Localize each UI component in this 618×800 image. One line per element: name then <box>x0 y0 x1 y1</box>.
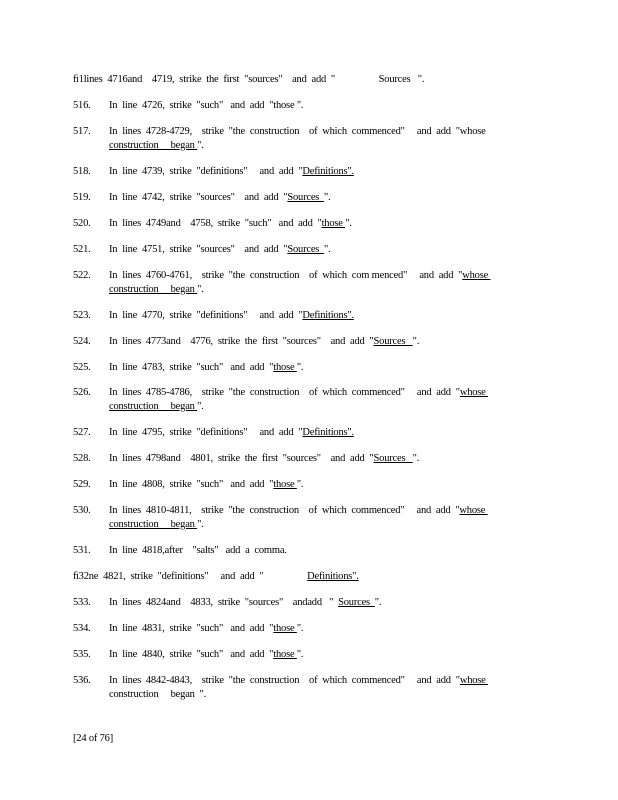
amendment-text <box>73 73 543 87</box>
amendment-number: 533. <box>73 597 91 608</box>
amendment-number: 536. <box>73 675 91 686</box>
amendment-number: 526. <box>73 387 91 398</box>
amendment-text <box>109 243 543 257</box>
instruction-text: ". <box>412 453 420 464</box>
instruction-text: In lines 4842-4843, strike "the construction of which commenced" and add " <box>109 675 460 686</box>
amendment-text <box>109 648 543 662</box>
instruction-text: In line 4770, strike "definitions" and add " <box>109 310 303 321</box>
amendment-item <box>73 596 543 610</box>
inserted-text: construction began <box>109 140 198 151</box>
amendment-item <box>73 309 543 323</box>
amendment-item <box>73 243 543 257</box>
amendment-number: 520. <box>73 218 91 229</box>
amendment-number: 528. <box>73 453 91 464</box>
amendment-text <box>109 386 543 414</box>
inserted-text: whose construction began <box>109 270 489 295</box>
amendment-item <box>73 544 543 558</box>
page-number-footer: [24 of 76] <box>73 733 113 744</box>
inserted-text: whose <box>459 675 486 686</box>
amendment-item <box>73 269 543 297</box>
amendment-item <box>73 73 543 87</box>
instruction-text: ". <box>324 244 331 255</box>
instruction-text: ". <box>296 479 304 490</box>
instruction-text: ". <box>296 362 304 373</box>
amendment-text <box>109 426 543 440</box>
amendment-text <box>109 504 543 532</box>
instruction-text: construction began ". <box>109 689 207 700</box>
instruction-text: In line 4783, strike "such" and add " <box>109 362 274 373</box>
amendment-text <box>109 544 543 558</box>
amendment-text <box>109 452 543 466</box>
instruction-text: In line 4742, strike "sources" and add " <box>109 192 288 203</box>
amendment-item <box>73 478 543 492</box>
instruction-text: In line 4808, strike "such" and add " <box>109 479 274 490</box>
amendment-text <box>73 570 543 584</box>
amendment-item <box>73 622 543 636</box>
amendment-text <box>109 622 543 636</box>
amendment-number: 534. <box>73 623 91 634</box>
amendment-text <box>109 596 543 610</box>
instruction-text: ". <box>296 649 304 660</box>
amendment-item <box>73 648 543 662</box>
amendment-item <box>73 386 543 414</box>
amendment-text <box>109 674 543 702</box>
amendment-number: 530. <box>73 505 91 516</box>
inserted-text: those <box>273 362 297 373</box>
amendment-text <box>109 309 543 323</box>
inserted-text: those <box>273 649 297 660</box>
instruction-text: ". <box>197 140 204 151</box>
amendment-text <box>109 269 543 297</box>
amendment-item <box>73 426 543 440</box>
inserted-text: Sources <box>373 336 413 347</box>
inserted-text: those <box>321 218 346 229</box>
amendment-item <box>73 504 543 532</box>
instruction-text: ". <box>197 519 204 530</box>
instruction-text: In lines 4798and 4801, strike the first "sources" and add " <box>109 453 374 464</box>
amendment-item <box>73 99 543 113</box>
inserted-text: Sources <box>287 244 325 255</box>
amendment-item <box>73 335 543 349</box>
inserted-text: those <box>273 623 297 634</box>
amendment-number: 517. <box>73 126 91 137</box>
inserted-text: Definitions". <box>302 166 354 177</box>
instruction-text: ﬁ32ne 4821, strike "definitions" and add " <box>73 571 308 582</box>
amendment-number: 524. <box>73 336 91 347</box>
amendment-text <box>109 335 543 349</box>
amendment-item <box>73 674 543 702</box>
amendment-text <box>109 165 543 179</box>
amendment-item <box>73 125 543 153</box>
amendment-number: 525. <box>73 362 91 373</box>
amendment-item <box>73 191 543 205</box>
amendment-item <box>73 217 543 231</box>
instruction-text: ". <box>197 284 204 295</box>
instruction-text: In lines 4773and 4776, strike the first "sources" and add " <box>109 336 374 347</box>
instruction-text: In line 4818,after "salts" add a comma. <box>109 545 287 556</box>
amendment-number: 529. <box>73 479 91 490</box>
amendment-text <box>109 361 543 375</box>
instruction-text: In line 4795, strike "definitions" and add " <box>109 427 303 438</box>
amendment-item <box>73 570 543 584</box>
inserted-text: whose construction began <box>109 387 486 412</box>
inserted-text: Definitions". <box>302 427 354 438</box>
amendment-number: 518. <box>73 166 91 177</box>
inserted-text: whose construction began <box>109 505 486 530</box>
amendment-number: 521. <box>73 244 91 255</box>
inserted-text: Sources <box>287 192 325 203</box>
instruction-text: In lines 4824and 4833, strike "sources" andadd " <box>109 597 339 608</box>
instruction-text: In lines 4760-4761, strike "the construction of which com menced" and add " <box>109 270 463 281</box>
instruction-text: In line 4726, strike "such" and add "those ". <box>109 100 304 111</box>
inserted-text: Definitions". <box>307 571 359 582</box>
instruction-text: In lines 4728-4729, strike "the construction of which commenced" and add "whose <box>109 126 486 137</box>
amendment-number: 535. <box>73 649 91 660</box>
amendment-number: 531. <box>73 545 91 556</box>
instruction-text: In line 4739, strike "definitions" and add " <box>109 166 303 177</box>
instruction-text: In lines 4810-4811, strike "the construction of which commenced" and add " <box>109 505 460 516</box>
instruction-text: In lines 4749and 4758, strike "such" and add " <box>109 218 322 229</box>
instruction-text: ". <box>197 401 204 412</box>
instruction-text: ". <box>374 597 382 608</box>
instruction-text: ". <box>324 192 331 203</box>
amendment-number: 527. <box>73 427 91 438</box>
amendment-number: 523. <box>73 310 91 321</box>
amendment-item <box>73 452 543 466</box>
amendment-text <box>109 191 543 205</box>
instruction-text: ". <box>296 623 304 634</box>
amendment-text <box>109 217 543 231</box>
amendment-number: 516. <box>73 100 91 111</box>
inserted-text: those <box>273 479 297 490</box>
instruction-text: In line 4831, strike "such" and add " <box>109 623 274 634</box>
amendment-text <box>109 478 543 492</box>
inserted-text: Sources <box>338 597 375 608</box>
amendment-text <box>109 125 543 153</box>
instruction-text: In line 4751, strike "sources" and add " <box>109 244 288 255</box>
amendment-text <box>109 99 543 113</box>
instruction-text: ". <box>345 218 352 229</box>
instruction-text: In lines 4785-4786, strike "the construction of which commenced" and add " <box>109 387 460 398</box>
amendment-number: 522. <box>73 270 91 281</box>
inserted-text: Definitions". <box>302 310 354 321</box>
instruction-text: ﬁ1lines 4716and 4719, strike the first "sources" and add " Sources ". <box>73 74 425 85</box>
amendment-number: 519. <box>73 192 91 203</box>
inserted-text: Sources <box>373 453 413 464</box>
instruction-text: In line 4840, strike "such" and add " <box>109 649 274 660</box>
instruction-text: ". <box>412 336 420 347</box>
amendment-item <box>73 165 543 179</box>
amendment-item <box>73 361 543 375</box>
